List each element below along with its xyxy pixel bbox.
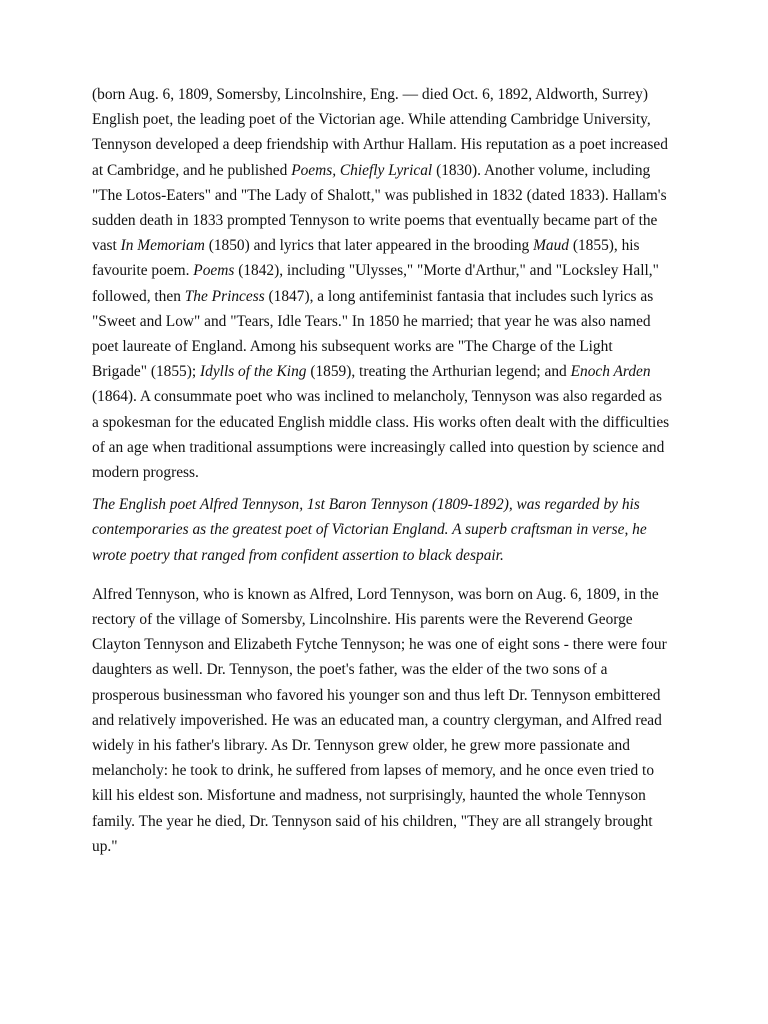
work-title: The Princess — [184, 287, 265, 305]
text-line: Clayton Tennyson and Elizabeth Fytche Tennyson; he was one of eight sons - there were four — [92, 636, 667, 654]
text-line: widely in his father's library. As Dr. Tennyson grew older, he grew more passionate and — [92, 737, 630, 755]
italic-intro-paragraph — [92, 492, 682, 568]
text-line: prosperous businessman who favored his younger son and thus left Dr. Tennyson embittered — [92, 686, 661, 704]
text-line: English poet, the leading poet of the Victorian age. While attending Cambridge University, — [92, 111, 651, 129]
text-line: Brigade" (1855); Idylls of the King (1859), treating the Arthurian legend; and Enoch Arden — [92, 363, 651, 381]
text-line: "Sweet and Low" and "Tears, Idle Tears." In 1850 he married; that year he was also named — [92, 312, 651, 330]
text-line: modern progress. — [92, 464, 199, 482]
text-line: sudden death in 1833 prompted Tennyson to write poems that eventually became part of the — [92, 212, 658, 230]
early-life-paragraph — [92, 582, 682, 859]
text-line: "The Lotos-Eaters" and "The Lady of Shalott," was published in 1832 (dated 1833). Hallam's — [92, 186, 667, 204]
text-line: vast In Memoriam (1850) and lyrics that later appeared in the brooding Maud (1855), his — [92, 237, 640, 255]
document-page — [92, 82, 682, 859]
text-line: up." — [92, 837, 118, 855]
text-line: (born Aug. 6, 1809, Somersby, Lincolnshire, Eng. — died Oct. 6, 1892, Aldworth, Surrey) — [92, 86, 648, 103]
text-line: Alfred Tennyson, who is known as Alfred, Lord Tennyson, was born on Aug. 6, 1809, in the — [92, 585, 659, 603]
work-title: Enoch Arden — [570, 363, 651, 381]
text-line: followed, then The Princess (1847), a long antifeminist fantasia that includes such lyrics as — [92, 287, 654, 305]
text-line: at Cambridge, and he published Poems, Chiefly Lyrical (1830). Another volume, including — [92, 161, 651, 179]
work-title: Poems, Chiefly Lyrical — [291, 161, 433, 179]
text-line: a spokesman for the educated English middle class. His works often dealt with the difficulties — [92, 413, 670, 431]
text-line: wrote poetry that ranged from confident assertion to black despair. — [92, 546, 504, 564]
text-line: melancholy: he took to drink, he suffered from lapses of memory, and he once even tried to — [92, 762, 655, 780]
text-line: Tennyson developed a deep friendship with Arthur Hallam. His reputation as a poet increased — [92, 136, 668, 154]
text-line: favourite poem. Poems (1842), including "Ulysses," "Morte d'Arthur," and "Locksley Hall," — [92, 262, 659, 280]
work-title: In Memoriam — [120, 237, 205, 255]
work-title: Maud — [533, 237, 570, 255]
text-line: poet laureate of England. Among his subsequent works are "The Charge of the Light — [92, 338, 613, 356]
text-line: rectory of the village of Somersby, Lincolnshire. His parents were the Reverend George — [92, 611, 633, 629]
text-line: daughters as well. Dr. Tennyson, the poet's father, was the elder of the two sons of a — [92, 661, 608, 679]
text-line: kill his eldest son. Misfortune and madness, not surprisingly, haunted the whole Tennyson — [92, 787, 646, 805]
biography-summary-paragraph — [92, 82, 682, 485]
work-title: Poems — [193, 262, 235, 280]
text-line: and relatively impoverished. He was an educated man, a country clergyman, and Alfred read — [92, 711, 662, 729]
work-title: Idylls of the King — [200, 363, 307, 381]
text-line: (1864). A consummate poet who was inclined to melancholy, Tennyson was also regarded as — [92, 388, 662, 406]
text-line: contemporaries as the greatest poet of Victorian England. A superb craftsman in verse, he — [92, 521, 647, 539]
text-line: family. The year he died, Dr. Tennyson said of his children, "They are all strangely brought — [92, 812, 653, 830]
text-line: The English poet Alfred Tennyson, 1st Baron Tennyson (1809-1892), was regarded by his — [92, 496, 640, 514]
text-line: of an age when traditional assumptions were increasingly called into question by science and — [92, 438, 665, 456]
